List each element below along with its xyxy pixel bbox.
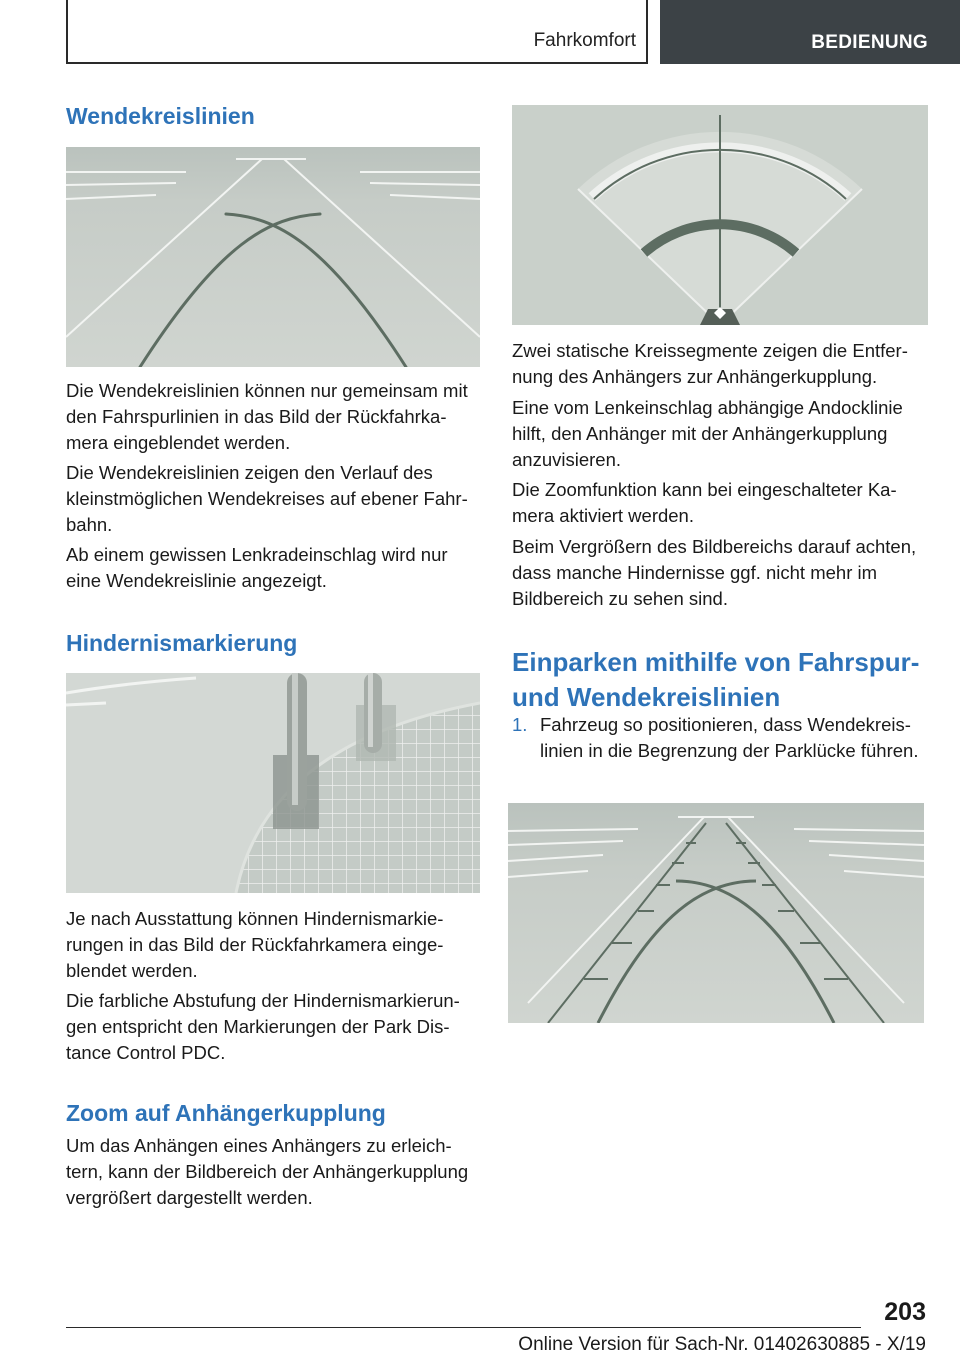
paragraph: Je nach Ausstattung können Hindernismarkierungen in das Bild der Rückfahrkamera eingeblendet werden.: [66, 908, 444, 981]
section-title: BEDIENUNG: [811, 32, 928, 53]
heading-obstacle-marking: Hindernismarkierung: [66, 630, 298, 656]
paragraph: Um das Anhängen eines Anhängers zu erleichtern, kann der Bildbereich der Anhängerkupplung vergrößert dargestellt werden.: [66, 1135, 469, 1208]
chapter-title: Fahrkomfort: [533, 30, 636, 51]
header-section-box: [660, 0, 960, 64]
paragraph: Ab einem gewissen Lenkradeinschlag wird nur eine Wendekreislinie angezeigt.: [66, 544, 448, 591]
footer-version: Online Version für Sach-Nr. 01402630885 - X/19: [518, 1334, 926, 1355]
figure-parking-lines: [508, 803, 924, 1023]
heading-turning-lines: Wendekreislinien: [66, 103, 255, 129]
paragraph: Die Wendekreislinien können nur gemeinsam mit den Fahrspurlinien in das Bild der Rückfahrkamera eingeblendet werden.: [66, 380, 468, 453]
paragraph: Zwei statische Kreissegmente zeigen die Entfernung des Anhängers zur Anhängerkupplung.: [512, 340, 908, 387]
figure-obstacle-marking: [66, 673, 480, 893]
page-number: 203: [884, 1298, 926, 1326]
paragraph: Beim Vergrößern des Bildbereichs darauf achten, dass manche Hindernisse ggf. nicht mehr im Bildbereich zu sehen sind.: [512, 536, 917, 609]
paragraph: Eine vom Lenkeinschlag abhängige Andocklinie hilft, den Anhänger mit der Anhängerkupplung anzuvisieren.: [512, 397, 903, 470]
list-item: Fahrzeug so positionieren, dass Wendekreislinien in die Begrenzung der Parklücke führen.: [540, 714, 919, 761]
footer-divider: [66, 1327, 861, 1328]
figure-turning-lines: [66, 147, 480, 367]
paragraph: Die Wendekreislinien zeigen den Verlauf des kleinstmöglichen Wendekreises auf ebener Fahrbahn.: [66, 462, 468, 535]
header-chapter-box: [66, 0, 648, 64]
heading-zoom-hitch: Zoom auf Anhängerkupplung: [66, 1100, 386, 1126]
heading-parking-lines: Einparken mithilfe von Fahrspur- und Wendekreislinien: [512, 647, 920, 712]
paragraph: Die Zoomfunktion kann bei eingeschalteter Kamera aktiviert werden.: [512, 479, 897, 526]
paragraph: Die farbliche Abstufung der Hindernismarkierungen entspricht den Markierungen der Park Distance Control PDC.: [66, 990, 460, 1063]
figure-hitch-zoom: [512, 105, 928, 325]
list-number: 1.: [512, 714, 528, 735]
